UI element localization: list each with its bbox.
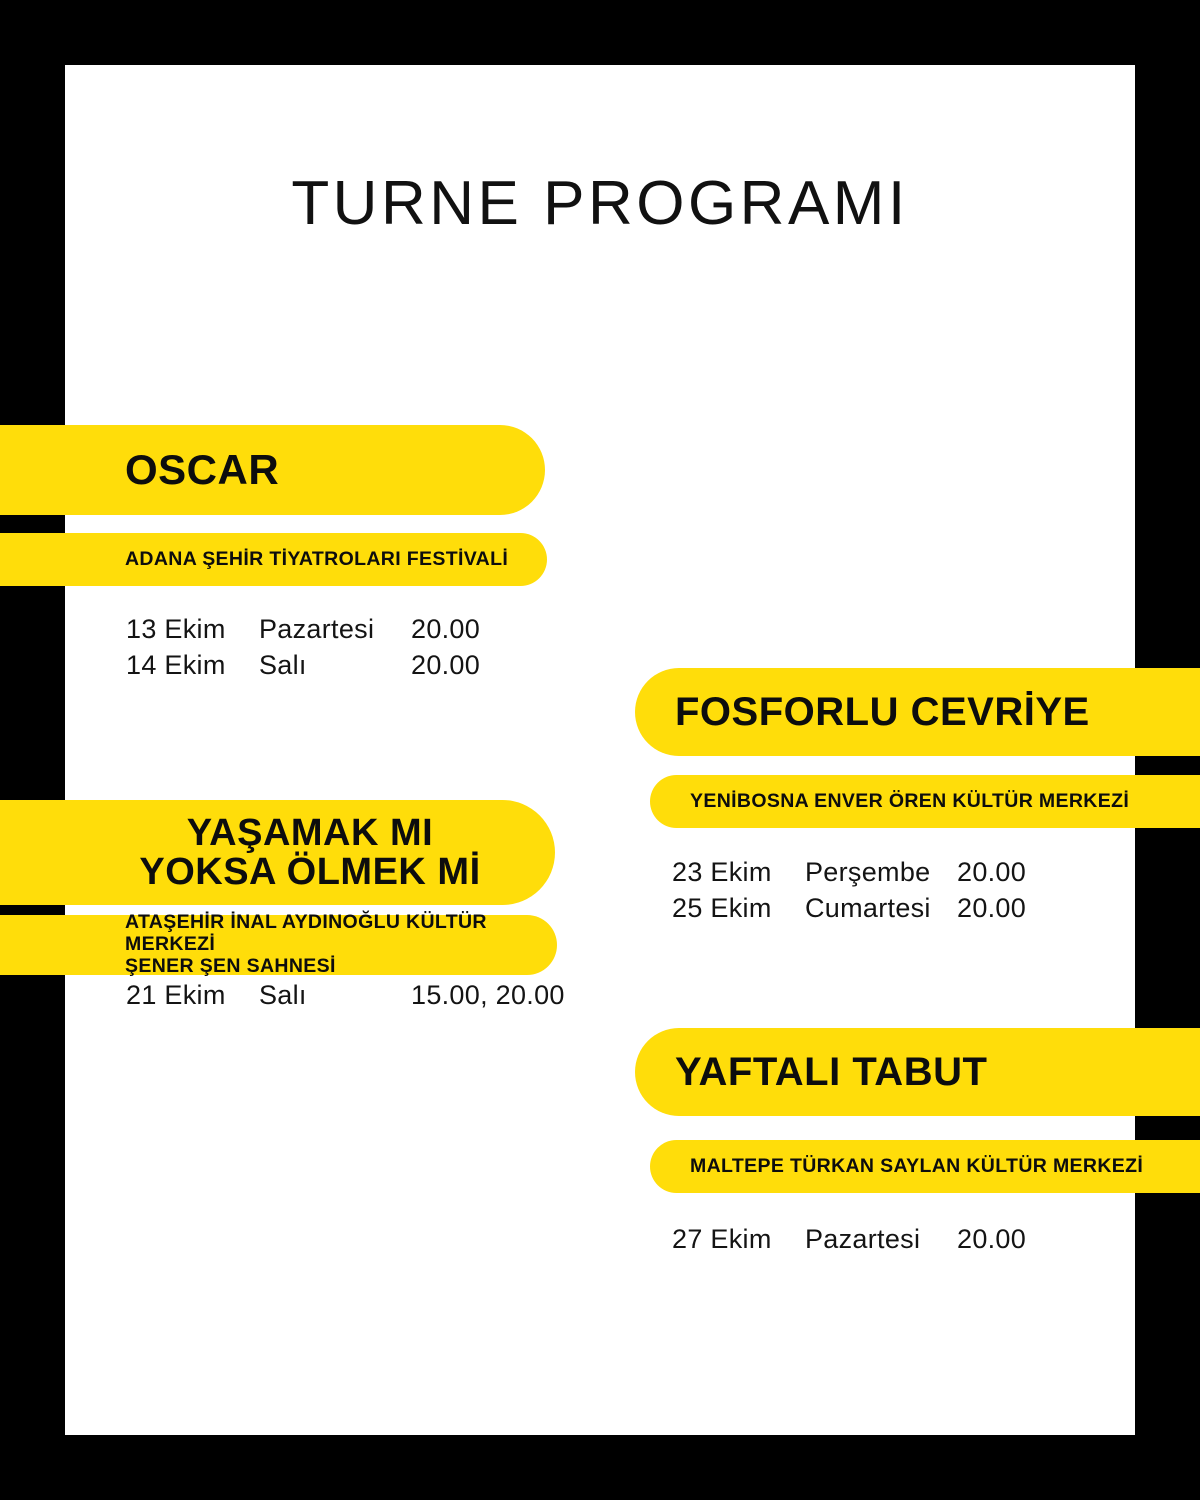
time-cell: 20.00 xyxy=(411,614,481,644)
time-cell: 20.00 xyxy=(957,892,1027,923)
table-row xyxy=(126,978,565,1014)
table-row xyxy=(126,648,480,684)
time-cell: 20.00 xyxy=(957,857,1027,887)
show-venue-pill-yaftali-tabut xyxy=(650,1140,1200,1193)
page-title: TURNE PROGRAMI xyxy=(291,169,909,238)
time-cell: 15.00, 20.00 xyxy=(411,980,565,1010)
date-cell: 27 Ekim xyxy=(672,1224,772,1254)
day-cell: Pazartesi xyxy=(259,614,375,644)
show-venue-pill-fosforlu-cevriye xyxy=(650,775,1200,828)
show-venue-fosforlu-cevriye: YENİBOSNA ENVER ÖREN KÜLTÜR MERKEZİ xyxy=(690,789,1130,812)
show-title-fosforlu-cevriye: FOSFORLU CEVRİYE xyxy=(675,689,1090,734)
show-venue-oscar: ADANA ŞEHİR TİYATROLARI FESTİVALİ xyxy=(125,547,509,570)
day-cell: Salı xyxy=(259,980,307,1010)
time-cell: 20.00 xyxy=(411,649,481,680)
show-title-pill-yasamak-mi-yoksa-olmek-mi xyxy=(0,800,555,905)
date-cell: 25 Ekim xyxy=(672,892,772,923)
table-row xyxy=(672,891,1026,927)
show-dates-fosforlu-cevriye xyxy=(672,855,1026,926)
show-title-pill-oscar xyxy=(0,425,545,515)
table-row xyxy=(672,855,1026,891)
show-dates-oscar xyxy=(126,612,480,683)
time-cell: 20.00 xyxy=(957,1224,1027,1254)
show-title-oscar: OSCAR xyxy=(125,445,280,493)
show-title-line1-yasamak: YAŞAMAK MI xyxy=(186,811,434,854)
show-dates-yasamak-mi-yoksa-olmek-mi xyxy=(126,978,565,1014)
date-cell: 14 Ekim xyxy=(126,649,226,680)
show-title-yaftali-tabut: YAFTALI TABUT xyxy=(675,1049,988,1094)
date-cell: 21 Ekim xyxy=(126,980,226,1010)
show-venue-line1-yasamak: ATAŞEHİR İNAL AYDINOĞLU KÜLTÜR MERKEZİ xyxy=(125,911,487,956)
table-row xyxy=(672,1222,1026,1258)
day-cell: Salı xyxy=(259,649,307,680)
day-cell: Pazartesi xyxy=(805,1224,921,1254)
show-dates-yaftali-tabut xyxy=(672,1222,1026,1258)
show-venue-yaftali-tabut: MALTEPE TÜRKAN SAYLAN KÜLTÜR MERKEZİ xyxy=(690,1154,1144,1177)
show-title-pill-fosforlu-cevriye xyxy=(635,668,1200,756)
date-cell: 23 Ekim xyxy=(672,857,772,887)
show-venue-line2-yasamak: ŞENER ŞEN SAHNESİ xyxy=(125,954,336,977)
day-cell: Perşembe xyxy=(805,857,931,887)
show-venue-pill-oscar xyxy=(0,533,547,586)
show-title-line2-yasamak: YOKSA ÖLMEK Mİ xyxy=(139,850,481,893)
table-row xyxy=(126,612,480,648)
day-cell: Cumartesi xyxy=(805,892,931,923)
show-title-pill-yaftali-tabut xyxy=(635,1028,1200,1116)
date-cell: 13 Ekim xyxy=(126,614,226,644)
show-venue-pill-yasamak-mi-yoksa-olmek-mi xyxy=(0,911,557,977)
